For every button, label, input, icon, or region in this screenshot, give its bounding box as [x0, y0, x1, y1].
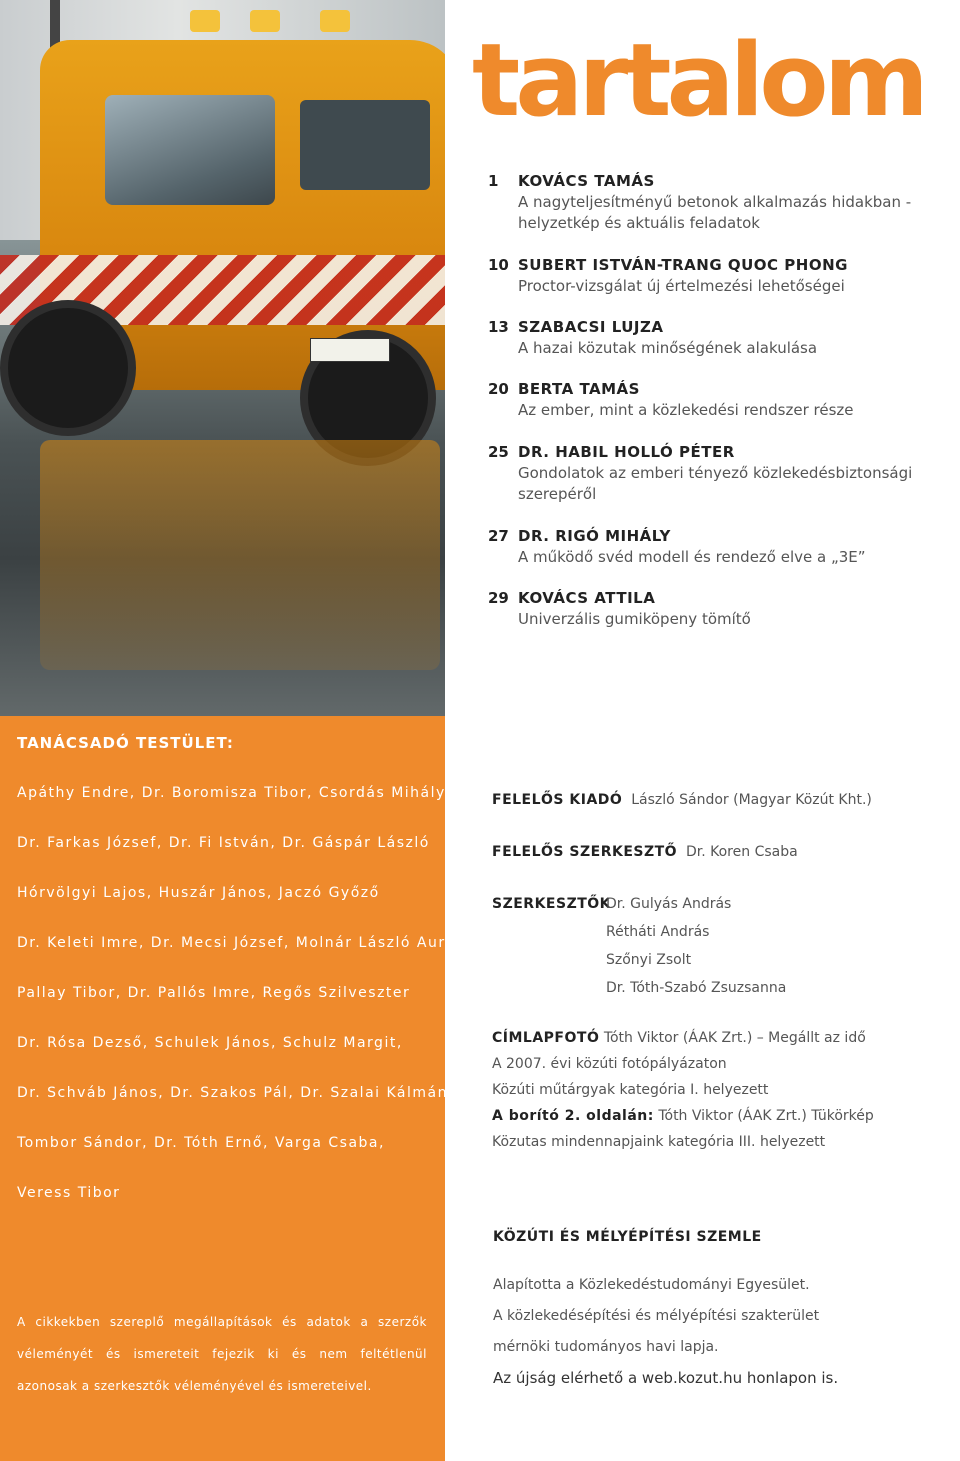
toc-page-number: 29: [488, 589, 509, 607]
toc-description: szerepéről: [518, 485, 597, 503]
editor-name: Szőnyi Zsolt: [606, 952, 692, 968]
back-cover-credit: [492, 1106, 874, 1126]
cover-photo: [0, 0, 445, 716]
toc-description: Univerzális gumiköpeny tömítő: [518, 610, 751, 628]
photo-beacon: [190, 10, 220, 32]
back-cover-text: Tóth Viktor (ÁAK Zrt.) Tükörkép: [658, 1108, 874, 1124]
toc-page-number: 10: [488, 256, 509, 274]
board-heading: TANÁCSADÓ TESTÜLET:: [17, 734, 234, 752]
toc-page-number: 27: [488, 527, 509, 545]
board-member-line: Dr. Schváb János, Dr. Szakos Pál, Dr. Szalai Kálmán,: [17, 1085, 454, 1101]
toc-description: A hazai közutak minőségének alakulása: [518, 339, 818, 357]
toc-description: helyzetkép és aktuális feladatok: [518, 214, 760, 232]
cover-photo-label: CÍMLAPFOTÓ: [492, 1030, 600, 1046]
toc-entry[interactable]: [488, 170, 960, 234]
toc-entry[interactable]: [488, 525, 960, 568]
editor-in-chief-label: FELELŐS SZERKESZTŐ: [492, 844, 678, 860]
photo-beacon: [250, 10, 280, 32]
publisher-name: László Sándor (Magyar Közút Kht.): [631, 792, 872, 808]
toc-author: KOVÁCS ATTILA: [518, 589, 656, 607]
toc-author: SUBERT ISTVÁN-TRANG QUOC PHONG: [518, 256, 848, 274]
page-title: tartalom: [472, 21, 924, 139]
board-member-line: Dr. Rósa Dezső, Schulek János, Schulz Margit,: [17, 1035, 403, 1051]
magazine-line: mérnöki tudományos havi lapja.: [493, 1339, 719, 1355]
editor-name: Dr. Tóth-Szabó Zsuzsanna: [606, 980, 787, 996]
toc-entry[interactable]: [488, 441, 960, 505]
photo-windshield: [105, 95, 275, 205]
board-member-line: Hórvölgyi Lajos, Huszár János, Jaczó Győző: [17, 885, 380, 901]
toc-author: KOVÁCS TAMÁS: [518, 172, 655, 190]
cover-photo-line: Közúti műtárgyak kategória I. helyezett: [492, 1082, 769, 1098]
magazine-title: KÖZÚTI ÉS MÉLYÉPÍTÉSI SZEMLE: [493, 1229, 762, 1245]
toc-author: BERTA TAMÁS: [518, 380, 640, 398]
publisher-label: FELELŐS KIADÓ: [492, 792, 623, 808]
board-member-line: Dr. Farkas József, Dr. Fi István, Dr. Gáspár László: [17, 835, 430, 851]
editor-in-chief-name: Dr. Koren Csaba: [685, 844, 798, 860]
toc-description: A működő svéd modell és rendező elve a „3E”: [518, 548, 866, 566]
back-cover-label: A borító 2. oldalán:: [492, 1108, 654, 1124]
editor-name: Rétháti András: [606, 924, 710, 940]
editors-label: SZERKESZTŐK: [492, 896, 612, 912]
toc-description: Az ember, mint a közlekedési rendszer része: [518, 401, 854, 419]
toc-author: DR. HABIL HOLLÓ PÉTER: [518, 443, 735, 461]
board-member-line: Dr. Keleti Imre, Dr. Mecsi József, Molnár László Aurél: [17, 935, 461, 951]
board-member-line: Pallay Tibor, Dr. Pallós Imre, Regős Szilveszter: [17, 985, 411, 1001]
toc-entry[interactable]: [488, 378, 960, 421]
toc-author: DR. RIGÓ MIHÁLY: [518, 527, 671, 545]
toc-entry[interactable]: [488, 254, 960, 297]
cover-photo-line: A 2007. évi közúti fotópályázaton: [492, 1056, 727, 1072]
photo-wheel: [0, 300, 136, 436]
photo-reflection: [40, 440, 440, 670]
toc-description: Gondolatok az emberi tényező közlekedésbiztonsági: [518, 464, 913, 482]
photo-side-window: [300, 100, 430, 190]
magazine-website[interactable]: Az újság elérhető a web.kozut.hu honlapon is.: [493, 1369, 839, 1387]
disclaimer: A cikkekben szereplő megállapítások és adatok a szerzők véleményét és ismereteit fejezik ki és nem feltétlenül azonosak a szerkesztők véleményével és ismereteivel.: [17, 1315, 427, 1393]
publisher-line: [492, 790, 872, 810]
editor-name: Dr. Gulyás András: [606, 896, 732, 912]
photo-license-plate: [310, 338, 390, 362]
toc-page-number: 25: [488, 443, 509, 461]
toc-description: Proctor-vizsgálat új értelmezési lehetőségei: [518, 277, 845, 295]
magazine-line: A közlekedésépítési és mélyépítési szakterület: [493, 1308, 820, 1324]
board-member-line: Apáthy Endre, Dr. Boromisza Tibor, Csordás Mihály: [17, 785, 446, 801]
board-list: [17, 782, 461, 1232]
photo-beacon: [320, 10, 350, 32]
toc-author: SZABACSI LUJZA: [518, 318, 664, 336]
toc-entry[interactable]: [488, 587, 960, 630]
magazine-line: Alapította a Közlekedéstudományi Egyesület.: [493, 1277, 810, 1293]
back-cover-line: Közutas mindennapjaink kategória III. helyezett: [492, 1134, 826, 1150]
toc-page-number: 20: [488, 380, 509, 398]
magazine-info: [493, 1226, 933, 1394]
editor-in-chief-line: [492, 842, 798, 862]
toc-page-number: 1: [488, 172, 499, 190]
toc-page-number: 13: [488, 318, 509, 336]
board-member-line: Tombor Sándor, Dr. Tóth Ernő, Varga Csaba,: [17, 1135, 385, 1151]
cover-photo-text: Tóth Viktor (ÁAK Zrt.) – Megállt az idő: [603, 1030, 866, 1046]
cover-photo-credit: [492, 1028, 866, 1048]
toc-entry[interactable]: [488, 316, 960, 359]
board-member-line: Veress Tibor: [17, 1185, 121, 1201]
toc-description: A nagyteljesítményű betonok alkalmazás hidakban -: [518, 193, 912, 211]
